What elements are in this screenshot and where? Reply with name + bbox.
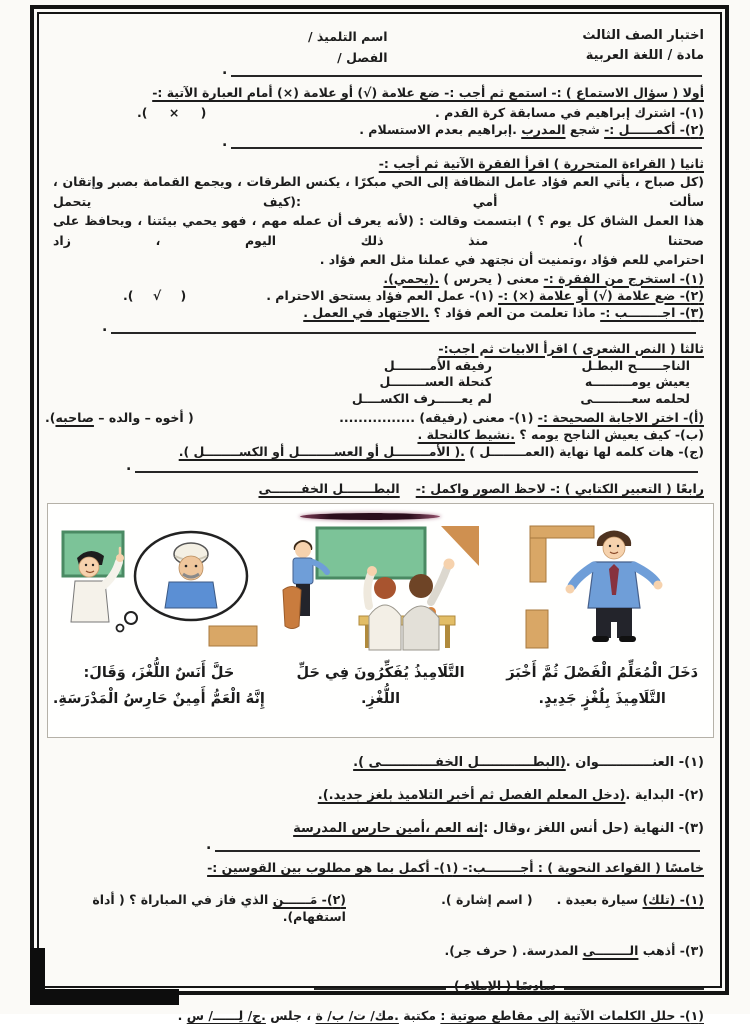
section1-q2 <box>53 121 704 138</box>
students-thinking-illustration <box>281 524 481 650</box>
section1-q1-answer-mark: ( × ). <box>137 105 207 120</box>
section4-q3 <box>53 820 704 837</box>
section3-qc-text: (ج)- هات كلمه لها نهاية (العمــــــــل ) <box>464 444 704 459</box>
caption1-line2: التَّلَامِيذَ بِلُغْزٍ جَدِيدٍ. <box>538 691 666 707</box>
section2-q1 <box>53 270 704 287</box>
section4-q2 <box>53 787 704 804</box>
section4-q1 <box>53 754 704 771</box>
verse1-first-hemistich: الناجــــــح البطـل <box>581 357 690 373</box>
section5-q1-hint: ( اسم إشارة ). <box>441 892 533 907</box>
section3-qc-answer: .( الأمــــــــل أو العســــــــل أو الكســــــــل ). <box>178 444 465 459</box>
section1-q2-answer: .إبراهيم بعدم الاستسلام . <box>359 122 522 137</box>
section5-q3-answer: الــــــــى <box>582 943 639 958</box>
caption-scene-3 <box>48 660 270 712</box>
class-label: الفصل / <box>337 50 388 65</box>
section6-q1 <box>53 1007 704 1024</box>
section4-q2-label: (٢)- البداية . <box>625 788 704 803</box>
section6-q1-word2: ، جلس <box>265 1008 316 1023</box>
section6-q1-period: . <box>177 1008 187 1023</box>
section1-q1 <box>53 104 704 121</box>
caption3-line2: إِنَّهُ الْعَمُّ أَمِينٌ حَارِسُ الْمَدْرَسَةِ. <box>52 691 265 707</box>
section2-heading: ثانيا ( القراءة المتحررة ) اقرأ الفقرة الآتية ثم أجب :- <box>378 156 704 171</box>
section2-q2-label: (٢)- ضع علامة (√) أو علامة (×) :- <box>498 287 704 303</box>
options-post: ). <box>45 410 56 425</box>
page-border-frame <box>30 5 729 1023</box>
page-content <box>39 14 720 1023</box>
section4-heading: رابعًا ( التعبير الكتابي ) :- لاحظ الصور واكمل :- <box>415 481 704 496</box>
section4-q1-answer: (البطــــــــــــل الخفــــــــــــى ). <box>353 755 566 770</box>
options-pre: ( أخوه – والده – <box>93 410 194 425</box>
section1-q2-underlined-word: المدرب <box>521 122 566 137</box>
header-left-block <box>308 26 388 68</box>
story-pictures-box <box>47 503 714 738</box>
separator-line-1 <box>231 75 702 77</box>
scene-3-anas-answer <box>48 524 270 652</box>
section5-q1-q2-row <box>53 891 704 925</box>
scene-1-teacher-announces <box>491 524 713 652</box>
section4-q3-answer: إنه العم ،أمين حارس المدرسة <box>293 821 484 836</box>
corner-ink-mark-horizontal <box>30 989 179 1005</box>
section1-q2-pre: شجع <box>565 122 605 137</box>
section2-q3 <box>53 304 704 321</box>
separator-line-2 <box>231 147 702 149</box>
section5-q3 <box>53 942 704 959</box>
section2-paragraph-line3: احترامي للعم فؤاد ،وتمنيت أن نجتهد في عملنا مثل العم فؤاد . <box>319 252 704 267</box>
section2-q1-label: (١)- استخرج من الفقرة :- <box>543 270 704 286</box>
section6-q1-label: (١)- حلل الكلمات الآتية إلى مقاطع صوتية : <box>440 1008 704 1023</box>
section3-qb-answer: .نشيط كالنحلة . <box>417 427 516 442</box>
section5-q3-pre: (٣)- أذهب <box>638 943 704 958</box>
anas-answer-illustration <box>59 524 259 650</box>
section5-q1-answer: (١)- (تلك) <box>642 892 704 907</box>
caption2-line2: اللُّغْزِ. <box>361 691 401 707</box>
section6-left-rule <box>314 974 446 990</box>
section2-q2-text: (١)- عمل العم فؤاد يستحق الاحترام . <box>266 287 499 303</box>
exam-title: اختبار الصف الثالث <box>582 28 704 43</box>
separator-line-4 <box>135 471 698 473</box>
maroon-marker-streak <box>300 513 440 520</box>
verse1-second-hemistich: رفيقه الأمــــــــل <box>383 357 492 373</box>
section2-q2 <box>53 287 704 304</box>
caption2-line1: التَّلَامِيذُ يُفَكِّرُونَ فِي حَلِّ <box>296 665 465 681</box>
section5-q2-text: الذي فاز في المباراة ؟ ( أداة استفهام). <box>92 892 346 924</box>
verse2-second-hemistich: كنحلة العســــــــل <box>379 374 492 389</box>
section5-q3-text: المدرسة. ( حرف جر). <box>444 943 583 958</box>
section5-q2 <box>53 891 346 925</box>
section5-q1 <box>346 891 704 925</box>
separator-line-5 <box>215 850 700 852</box>
section2-paragraph-line2: هذا العمل الشاق كل يوم ؟ ) ابتسمت وقالت : (لأنه يعرف أن عمله مهم ، فهو يحمي بيئتنا ، ويحافظ على صحتنا ). منذ ذلك اليوم ، زاد <box>53 213 704 248</box>
section5-heading: خامسًا ( القواعد النحوية ) : أجــــــــب:- (١)- أكمل بما هو مطلوب بين القوسين :- <box>207 860 704 875</box>
section4-title-answer: البطـــــــل الخفـــــــى <box>258 481 400 496</box>
header-right-block <box>582 26 704 66</box>
section2-q1-answer: .(يحمي). <box>383 270 440 286</box>
teacher-announces-illustration <box>502 524 702 650</box>
section6-right-rule <box>564 974 704 990</box>
section3-qa-options <box>45 409 194 426</box>
student-name-label: اسم التلميذ / <box>308 29 388 44</box>
section3-qa <box>45 409 704 426</box>
section6-heading: سادسًا ( الإملاء ) <box>453 978 556 993</box>
section6-q1-word1: مكتبة <box>398 1008 441 1023</box>
captions-row <box>48 660 713 712</box>
header <box>53 26 704 68</box>
section2-paragraph-line1: (كل صباح ، يأتي العم فؤاد عامل النظافة إلى الحي مبكرًا ، يكنس الطرقات ، ويجمع القمامة بصبر وإتقان ، سألت أمي :(كيف يتحمل <box>53 174 704 209</box>
poem-verse-1 <box>53 357 704 374</box>
section3-qb <box>53 426 704 443</box>
section2-q3-label: (٣)- اجــــــــب :- <box>600 304 704 320</box>
section4-q2-answer: (دخل المعلم الفصل ثم أخبر التلاميذ بلغز جديد.). <box>317 788 626 803</box>
section1-heading: أولا ( سؤال الاستماع ) :- استمع ثم أجب :- ضع علامة (√) أو علامة (×) أمام العبارة الآتية :- <box>152 85 704 100</box>
caption3-line1: حَلَّ أَنَسٌ اللُّغْزَ، وَقَالَ: <box>83 665 235 681</box>
section5-q2-answer: (٢)- مَــــــن <box>272 892 346 907</box>
options-answer: صاحبه <box>55 410 94 425</box>
separator-line-3 <box>111 332 696 334</box>
poem-verse-3 <box>53 390 704 407</box>
verse2-first-hemistich: يعيش يومـــــــــه <box>584 374 690 389</box>
verse3-first-hemistich: لحلمه سعـــــــــى <box>580 390 690 406</box>
section1-q1-text: (١)- اشترك إبراهيم في مسابقة كرة القدم . <box>434 105 704 120</box>
section6-q1-answer1: .مك/ ت/ ب/ ة <box>315 1008 399 1023</box>
section4-q3-label: (٣)- النهاية (حل أنس اللغز ،وقال : <box>483 821 704 836</box>
section3-qb-text: (ب)- كيف يعيش الناجح يومه ؟ <box>515 427 704 442</box>
section2-q3-text: ماذا تعلمت من العم فؤاد ؟ <box>429 304 601 320</box>
section2-q3-answer: .الاجتهاد في العمل . <box>303 304 430 320</box>
caption1-line1: دَخَلَ الْمُعَلِّمُ الْفَصْلَ ثُمَّ أَخْبَرَ <box>506 665 699 681</box>
verse3-second-hemistich: لم يعــــــرف الكســــل <box>351 390 492 406</box>
section1-q2-label: (٢)- أكمــــــل :- <box>604 122 704 137</box>
section3-qa-text: (١)- معنى (رفيقه) ................ <box>339 410 538 425</box>
scene-2-students-thinking <box>270 524 492 652</box>
section3-heading: ثالثا ( النص الشعرى ) اقرأ الابيات ثم اجب:- <box>438 340 704 356</box>
section2-q1-text: معنى ( يحرس ) <box>439 270 544 286</box>
caption-scene-2 <box>270 660 492 712</box>
poem-verse-2 <box>53 373 704 390</box>
section4-q1-label: (١)- العنــــــــــــوان . <box>565 755 704 770</box>
section3-qc <box>53 443 704 460</box>
caption-scene-1 <box>491 660 713 712</box>
section4-heading-line <box>53 480 704 497</box>
pictures-row <box>48 524 713 652</box>
page-inner-border <box>37 12 722 1023</box>
section5-q1-text: سيارة بعيدة . <box>556 892 643 907</box>
subject-title: مادة / اللغة العربية <box>585 48 704 63</box>
section2-q2-answer-mark: ( √ ). <box>123 287 187 303</box>
section6-q1-answer2: .ج/ لِــــــ/ س <box>186 1008 266 1023</box>
section3-qa-label: (أ)- اختر الاجابة الصحيحة :- <box>537 410 704 425</box>
